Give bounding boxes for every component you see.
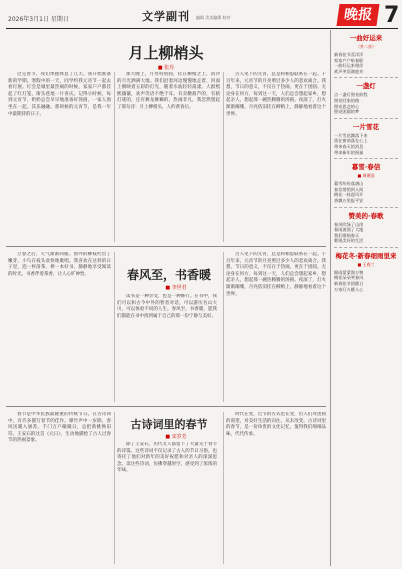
poem-block [334, 251, 398, 292]
article-author: ■ 张丹 [157, 65, 175, 71]
issue-date: 2026年3月1日 星期日 [8, 16, 69, 23]
article-body-col: 立春之后，天气渐渐回暖。窗外的柳枝吐出了嫩芽，小鸟在枝头欢快地歌唱。我喜欢在这样的日子里，泡一杯清茶，捧一本好书，静静地享受阅读的时光。书香伴着茶香，让人心旷神怡。 [8, 252, 111, 277]
poem-author: （外二首） [356, 44, 376, 49]
poem-divider [334, 118, 398, 119]
poem-block [334, 33, 398, 74]
poem-text: 一片雪花飘落下来 落在窗前落在心上 带来春天的消息 带来新年的祝福 [334, 132, 368, 155]
column-divider [223, 412, 224, 564]
poem-divider [334, 207, 398, 208]
page-header [6, 2, 398, 28]
article-body-col: 除了王安石，历代文人都留下了大量关于春节的诗篇。这些诗词不仅记录了古人的节日习俗，也寄托了他们对新年的美好祝愿和对亲人的深深思念。读这些诗词，仿佛穿越时空，感受到了浓浓的年味。 [117, 442, 217, 474]
column-divider [223, 252, 224, 402]
article-body-col: 读书是一种享受，也是一种修行。在书中，我们可以和古今中外的智者对话，可以游历名山大川，可以体验不同的人生。春风至，书香暖，愿我们都能在书中找到属于自己的那一份宁静与美好。 [117, 294, 217, 319]
poem-divider [334, 77, 398, 78]
article-divider [6, 406, 326, 407]
page-number: 7 [384, 3, 400, 28]
sidebar-poems [330, 30, 398, 566]
article-author: ■ 宋岁芳 [165, 434, 187, 440]
newspaper-logo: 晚报 [336, 4, 379, 26]
article-body-col: 那天晚上，月亮特别圆，挂在柳梢之上，清冷的月光洒满大地。我们沿着河边慢慢地走着，河面上倒映着五彩的灯光，随着水波轻轻荡漾。人群熙熙攘攘，欢声笑语不绝于耳。有卖糖葫芦的，有猜灯谜的，还有舞龙舞狮的，热闹非凡。我忽然想起了那句诗：月上柳梢头，人约黄昏后。 [117, 72, 220, 110]
poem-title: 一曲好运来 [349, 34, 383, 42]
article-body-col: 古人笔下的元宵，总是和相思联系在一起。千百年来，元宵节的月亮照过多少人的悲欢离合。我想，节日的意义，不仅在于热闹，更在于团圆。无论身在何方，每到这一天，人们总会想起家乡，想起亲人，想起那一碗热腾腾的汤圆。夜深了，灯火渐渐阑珊，月亮依旧挂在柳梢上，静静地看着这个世界。 [226, 252, 326, 297]
poem-block [334, 162, 398, 203]
poem-text: 暮雪纷纷落满山 春信悄悄到人间 梅花一枝迎风开 香飘万里报平安 [334, 181, 364, 203]
section-title: 文学副刊 [142, 10, 190, 23]
poem-text: 细雨蒙蒙润万物 梅花朵朵笑春风 新春佳节团圆日 万家灯火暖人心 [334, 269, 364, 292]
article-title: 月上柳梢头 [128, 44, 204, 62]
poem-block [334, 122, 398, 155]
poem-divider [334, 247, 398, 248]
header-rule [6, 28, 398, 29]
article-body-col: 古人笔下的元宵，总是和相思联系在一起。千百年来，元宵节的月亮照过多少人的悲欢离合。我想，节日的意义，不仅在于热闹，更在于团圆。无论身在何方，每到这一天，人们总会想起家乡，想起亲人，想起那一碗热腾腾的汤圆。夜深了，灯火渐渐阑珊，月亮依旧挂在柳梢上，静静地看着这个世界。 [226, 72, 326, 117]
poem-author: ■ 周建国 [357, 173, 375, 179]
poem-title: 一盏灯 [356, 82, 376, 91]
poem-divider [334, 158, 398, 159]
column-divider [114, 412, 115, 564]
poem-text: 新春佳节喜洋洋 家家户户贴春联 一曲好运来相伴 欢声笑语满庭芳 [334, 52, 364, 74]
poem-title: 赞美的·春歌 [348, 211, 384, 220]
article-title: 古诗词里的春节 [130, 418, 208, 431]
poem-block [334, 211, 398, 244]
article-body-col: 春节是中华民族最隆重的传统节日。在古诗词中，有许多描写春节的佳作。爆竹声中一岁除，春风送暖入屠苏。千门万户曈曈日，总把新桃换旧符。王安石的这首《元日》，生动地描绘了古人过春节的热闹景象。 [8, 412, 111, 444]
column-divider [223, 72, 224, 242]
article-body-col: 过完春节，我们单独休息了几天。我开始准备新的学期。寒假中的一天，同学约我元宵节一起去看灯展。灯会是城里最热闹的时候，家家户户都挂起了红灯笼，街头巷尾一片喜庆。记得小时候，每到元宵节，奶奶总会早早地准备好汤圆，一家人围坐在一起，其乐融融。那时候的元宵节，是我一年中最期待的日子。 [8, 72, 111, 117]
poem-block [334, 81, 398, 114]
poem-text: 点一盏灯照亮前程 照亮回家的路 照亮思念的心 照亮团圆的梦 [334, 92, 368, 115]
article-divider [6, 246, 326, 247]
main-content [6, 30, 326, 566]
poem-title: 暮雪·春信 [351, 163, 381, 172]
column-divider [114, 72, 115, 242]
poem-text: 春风吹绿了山岗 春雨滋润了大地 我们歌唱春天 歌唱美好的生活 [334, 221, 364, 244]
poem-title: 梅花冬·新春细雨里来 [335, 251, 397, 260]
editor-credits: 编辑 美术编辑 校对 [196, 15, 231, 20]
article-body-col: 时代在变，过节的方式也在变，但人们对团圆的渴望，对美好生活的向往，从未改变。古诗词里的春节，是一份珍贵的文化记忆，值得我们细细品味，代代传承。 [226, 412, 326, 437]
article-title: 春风至，书香暖 [126, 268, 211, 282]
poem-title: 一片雪花 [353, 122, 379, 131]
article-author: ■ 李世君 [165, 285, 187, 291]
poem-author: ■ 王春兰 [357, 261, 375, 267]
